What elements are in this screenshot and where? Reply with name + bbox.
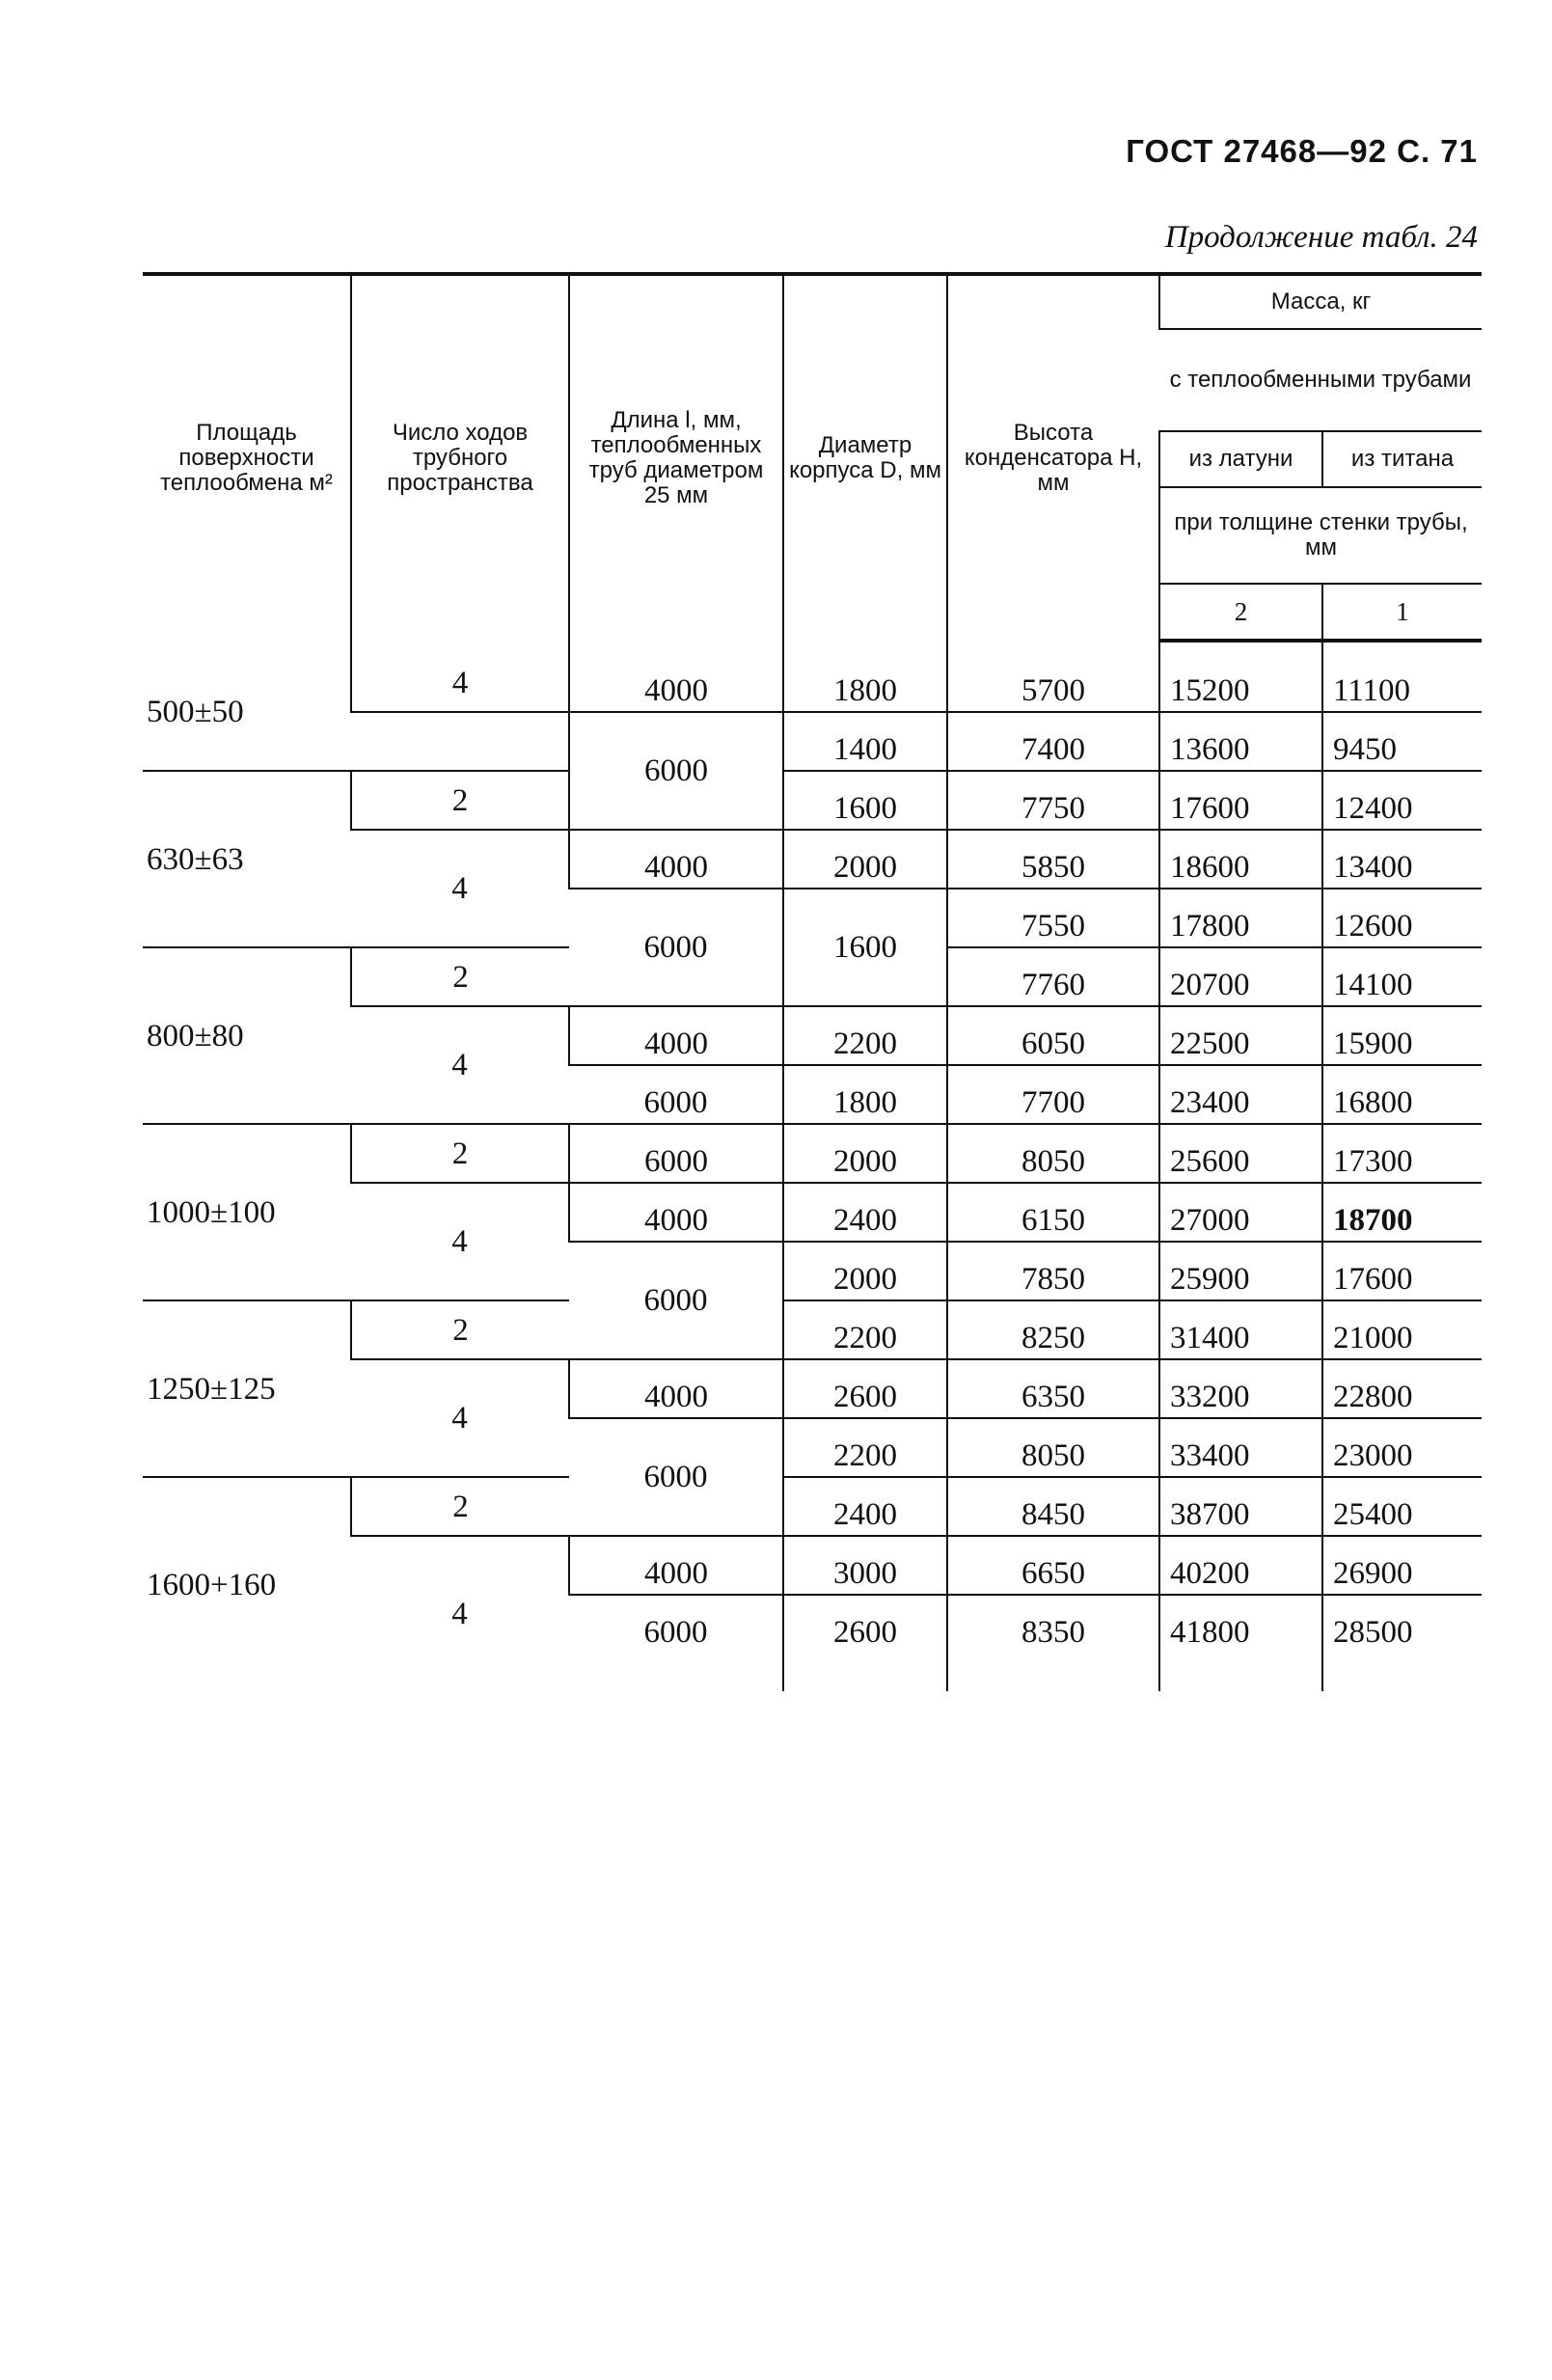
diameter-cell: 3000 (783, 1536, 947, 1595)
brass-mass-cell: 22500 (1159, 1006, 1322, 1065)
titanium-mass-cell: 17600 (1322, 1242, 1482, 1300)
height-cell: 7550 (947, 889, 1159, 947)
height-cell: 8450 (947, 1477, 1159, 1536)
area-cell: 630±63 (143, 771, 351, 947)
brass-mass-cell: 17600 (1159, 771, 1322, 830)
length-cell: 4000 (569, 1359, 783, 1418)
titanium-mass-cell: 28500 (1322, 1595, 1482, 1653)
titanium-mass-cell: 26900 (1322, 1536, 1482, 1595)
height-cell: 6650 (947, 1536, 1159, 1595)
titanium-mass-cell: 12400 (1322, 771, 1482, 830)
diameter-cell: 2000 (783, 1124, 947, 1183)
height-cell: 8250 (947, 1300, 1159, 1359)
diameter-cell: 1800 (783, 1065, 947, 1124)
diameter-cell: 2600 (783, 1595, 947, 1653)
brass-mass-cell: 25600 (1159, 1124, 1322, 1183)
header-diameter: Диаметр корпуса D, мм (783, 274, 947, 641)
titanium-mass-cell: 21000 (1322, 1300, 1482, 1359)
passes-cell: 2 (351, 771, 569, 830)
brass-mass-cell: 33200 (1159, 1359, 1322, 1418)
height-cell: 8050 (947, 1124, 1159, 1183)
length-cell: 6000 (569, 1242, 783, 1359)
length-cell: 6000 (569, 1124, 783, 1183)
length-cell: 4000 (569, 1183, 783, 1242)
diameter-cell: 1600 (783, 771, 947, 830)
titanium-mass-cell: 16800 (1322, 1065, 1482, 1124)
area-cell: 1600+160 (147, 1567, 277, 1602)
diameter-cell: 2000 (783, 1242, 947, 1300)
passes-cell: 4 (351, 654, 569, 712)
brass-mass-cell: 23400 (1159, 1065, 1322, 1124)
brass-mass-cell: 20700 (1159, 947, 1322, 1006)
passes-cell: 2 (351, 1300, 569, 1359)
brass-mass-cell: 41800 (1159, 1595, 1322, 1653)
diameter-cell: 1400 (783, 712, 947, 771)
passes-cell: 2 (351, 947, 569, 1006)
height-cell: 8350 (947, 1595, 1159, 1653)
brass-mass-cell: 40200 (1159, 1536, 1322, 1595)
height-cell: 7760 (947, 947, 1159, 1006)
brass-mass-cell: 31400 (1159, 1300, 1322, 1359)
brass-mass-cell: 38700 (1159, 1477, 1322, 1536)
area-cell: 500±50 (143, 654, 351, 771)
header-wall: при толщине стенки трубы, мм (1159, 487, 1482, 584)
header-spacer (143, 641, 1482, 654)
header-titanium: из титана (1322, 431, 1482, 487)
header-area: Площадь поверхности теплообмена м² (143, 274, 351, 641)
table-caption: Продолжение табл. 24 (1164, 220, 1478, 255)
height-cell: 6050 (947, 1006, 1159, 1065)
area-cell: 1000±100 (143, 1124, 351, 1300)
brass-mass-cell: 25900 (1159, 1242, 1322, 1300)
titanium-mass-cell: 14100 (1322, 947, 1482, 1006)
titanium-mass-cell: 22800 (1322, 1359, 1482, 1418)
height-cell: 7400 (947, 712, 1159, 771)
diameter-cell: 2200 (783, 1418, 947, 1477)
brass-mass-cell: 15200 (1159, 654, 1322, 712)
page-header: ГОСТ 27468—92 С. 71 (1126, 133, 1478, 169)
passes-cell (351, 712, 569, 771)
titanium-mass-cell: 23000 (1322, 1418, 1482, 1477)
area-cell: 800±80 (143, 947, 351, 1124)
diameter-cell: 1600 (783, 889, 947, 1006)
height-cell: 7700 (947, 1065, 1159, 1124)
titanium-mass-cell: 12600 (1322, 889, 1482, 947)
header-mass: Масса, кг (1159, 274, 1482, 329)
brass-mass-cell: 18600 (1159, 830, 1322, 889)
diameter-cell: 2000 (783, 830, 947, 889)
diameter-cell: 1800 (783, 654, 947, 712)
titanium-mass-cell: 18700 (1322, 1183, 1482, 1242)
header-wall-titanium: 1 (1322, 584, 1482, 641)
brass-mass-cell: 27000 (1159, 1183, 1322, 1242)
brass-mass-cell: 17800 (1159, 889, 1322, 947)
table-row (143, 1124, 1482, 1183)
spec-table (143, 272, 1482, 1691)
header-with-tubes: с теплообменными трубами (1159, 329, 1482, 431)
length-cell: 4000 (569, 830, 783, 889)
table-head (143, 274, 1482, 641)
height-cell: 5850 (947, 830, 1159, 889)
brass-mass-cell: 13600 (1159, 712, 1322, 771)
height-cell: 7850 (947, 1242, 1159, 1300)
header-height: Высота конденсатора H, мм (947, 274, 1159, 641)
length-cell: 6000 (569, 712, 783, 830)
table-row (143, 1300, 1482, 1359)
length-cell: 4000 (569, 1536, 783, 1595)
passes-cell: 4 (351, 1359, 569, 1477)
height-cell: 6150 (947, 1183, 1159, 1242)
passes-cell: 2 (351, 1477, 569, 1536)
diameter-cell: 2400 (783, 1183, 947, 1242)
height-cell: 8050 (947, 1418, 1159, 1477)
diameter-cell: 2600 (783, 1359, 947, 1418)
passes-cell: 4 (451, 1597, 468, 1631)
titanium-mass-cell: 9450 (1322, 712, 1482, 771)
header-wall-brass: 2 (1159, 584, 1322, 641)
table-row (143, 1477, 1482, 1536)
length-cell: 6000 (569, 1065, 783, 1124)
table-row (143, 771, 1482, 830)
height-cell: 7750 (947, 771, 1159, 830)
table-row (143, 654, 1482, 712)
height-cell: 6350 (947, 1359, 1159, 1418)
header-passes: Число ходов трубного пространства (351, 274, 569, 641)
titanium-mass-cell: 17300 (1322, 1124, 1482, 1183)
passes-cell: 4 (351, 1183, 569, 1300)
header-length: Длина l, мм, теплообменных труб диаметром 25 мм (569, 274, 783, 641)
area-cell: 1250±125 (143, 1300, 351, 1477)
titanium-mass-cell: 25400 (1322, 1477, 1482, 1536)
length-cell: 6000 (569, 889, 783, 1006)
length-cell: 6000 (569, 1418, 783, 1536)
titanium-mass-cell: 13400 (1322, 830, 1482, 889)
length-cell: 6000 (643, 1615, 708, 1650)
diameter-cell: 2200 (783, 1300, 947, 1359)
passes-cell: 4 (351, 830, 569, 947)
table-body (143, 654, 1482, 1691)
diameter-cell: 2400 (783, 1477, 947, 1536)
diameter-cell: 2200 (783, 1006, 947, 1065)
titanium-mass-cell: 15900 (1322, 1006, 1482, 1065)
header-brass: из латуни (1159, 431, 1322, 487)
passes-cell: 4 (351, 1006, 569, 1124)
titanium-mass-cell: 11100 (1322, 654, 1482, 712)
brass-mass-cell: 33400 (1159, 1418, 1322, 1477)
height-cell: 5700 (947, 654, 1159, 712)
length-cell: 4000 (569, 654, 783, 712)
passes-cell: 2 (351, 1124, 569, 1183)
length-cell: 4000 (569, 1006, 783, 1065)
